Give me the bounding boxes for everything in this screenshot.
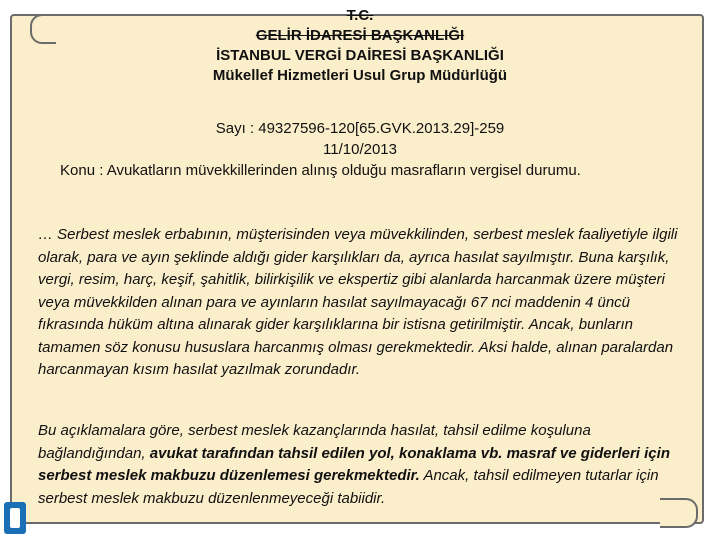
subject-label: Konu :	[60, 162, 104, 179]
header-line-2: GELİR İDARESİ BAŞKANLIĞI	[255, 27, 465, 44]
document-meta	[0, 118, 720, 160]
header-line-4: Mükellef Hizmetleri Usul Grup Müdürlüğü	[212, 67, 508, 84]
subject-text: Avukatların müvekkillerinden alınış olduğu masrafların vergisel durumu.	[103, 162, 581, 179]
document-date: 11/10/2013	[323, 141, 397, 158]
header-line-3: İSTANBUL VERGİ DAİRESİ BAŞKANLIĞI	[216, 47, 504, 64]
paragraph-2-bold: avukat tarafından tahsil edilen yol, konaklama vb. masraf ve giderleri için serbest meslek makbuzu düzenlemesi gerekmektedir.	[38, 444, 670, 484]
paragraph-2-text-a: Bu açıklamalara göre, serbest meslek kazançlarında hasılat, tahsil edilme koşuluna bağlandığından,	[38, 422, 591, 462]
header-line-1: T.C.	[346, 7, 374, 24]
body-paragraph-1: … Serbest meslek erbabının, müşterisinden veya müvekkilinden, serbest meslek faaliyetiyle ilgili olarak, para ve ayın şeklinde aldığı gider karşılıkları da, ayrıca hasılat sayılmıştır. Buna karşılık, vergi, resim, harç, keşif, şahitlik, bilirkişilik ve ekspertiz gibi alanlarda harcanmak üzere müşteri veya müvekkilden alınan para ve ayınların hasılat sayılmayacağı 67 nci maddenin 4 üncü fıkrasında hüküm altına alınarak gider karşılıklarına bir istisna getirilmiştir. Ancak, bunların tamamen söz konusu hususlara harcanmış olması gerekmektedir. Aksi halde, alınan paralardan harcanmayan kısım hasılat yazılmak zorundadır.	[38, 226, 678, 378]
body-paragraph-2	[38, 420, 688, 510]
document-number: Sayı : 49327596-120[65.GVK.2013.29]-259	[215, 120, 505, 137]
document-header	[0, 6, 720, 86]
logo-icon	[2, 500, 28, 536]
paragraph-2-text-b: Ancak, tahsil edilmeyen tutarlar için serbest meslek makbuzu düzenlenmeyeceği tabiidir.	[38, 467, 659, 507]
subject	[36, 160, 666, 181]
